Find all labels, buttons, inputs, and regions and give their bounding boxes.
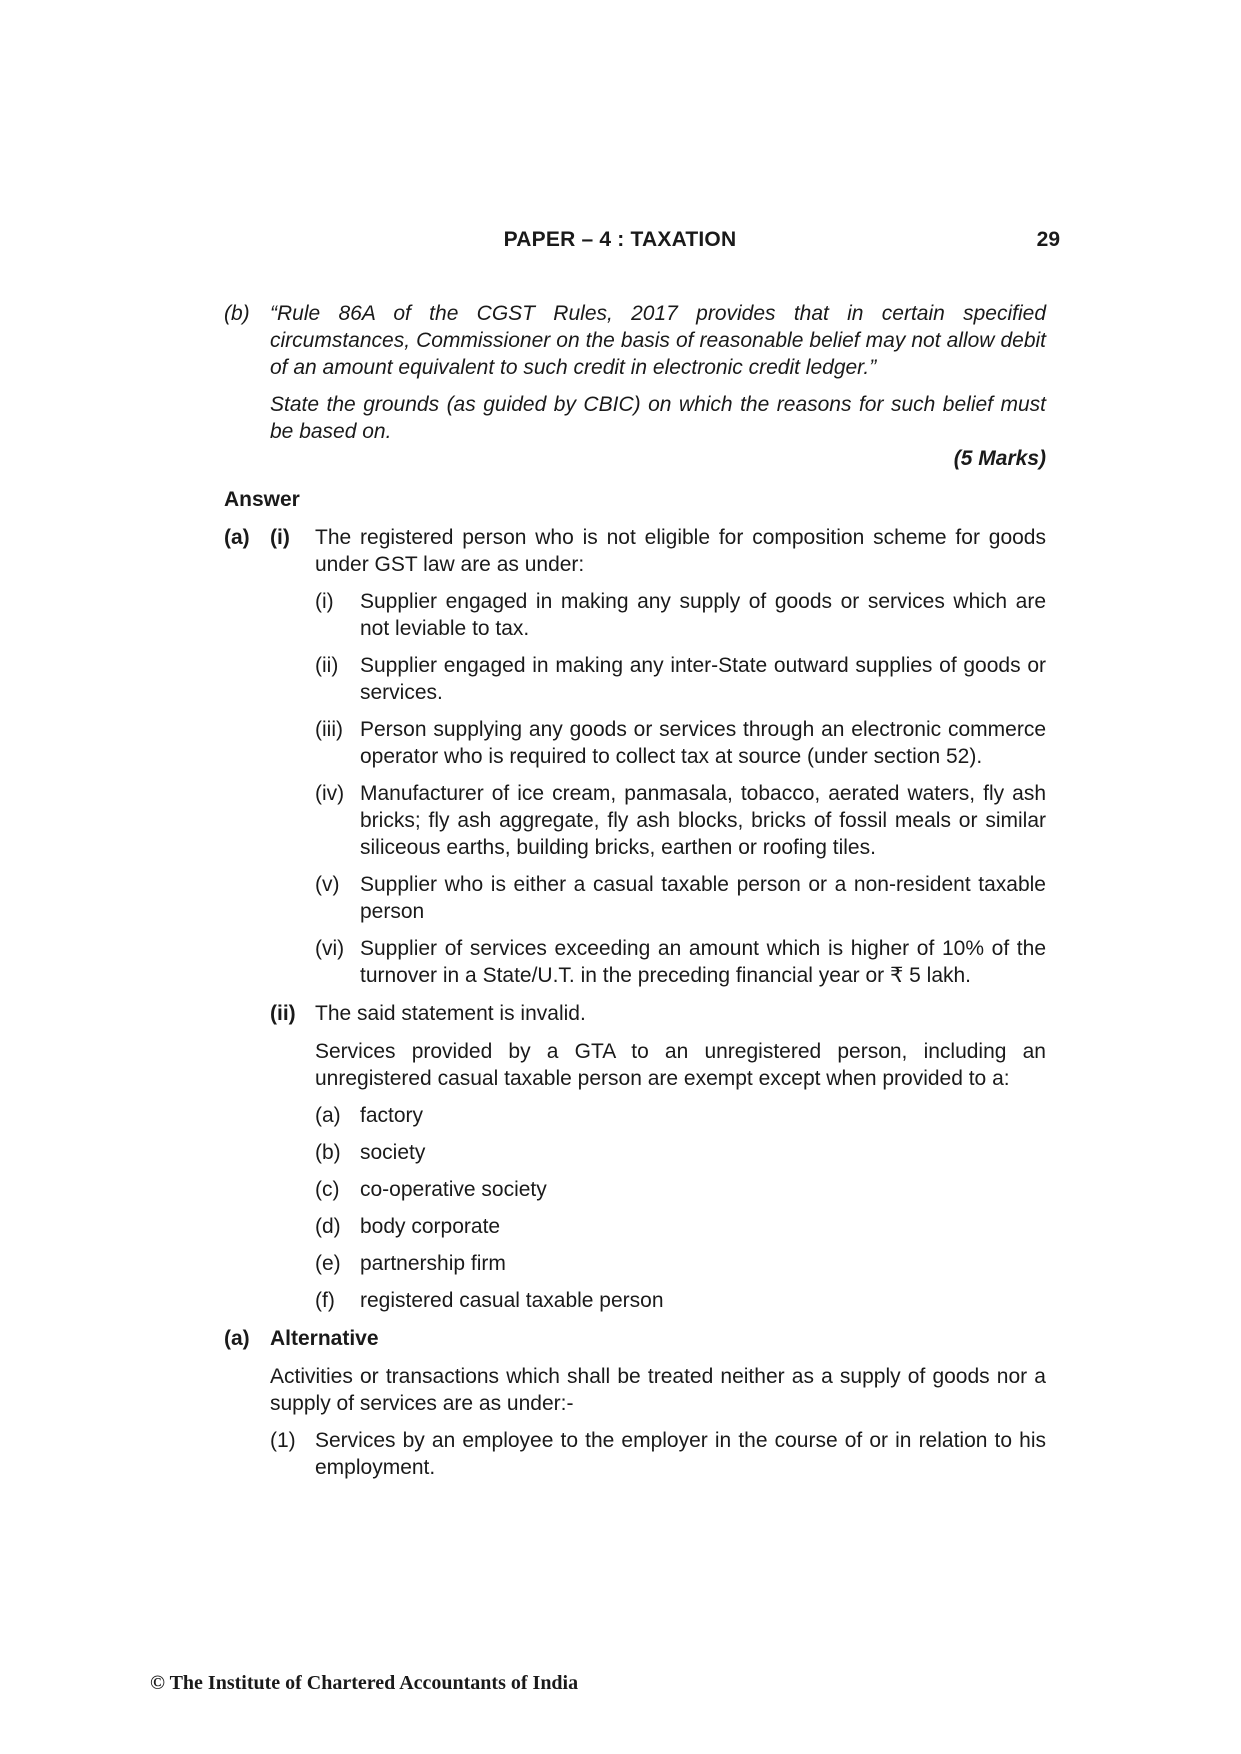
answer-heading: Answer: [224, 488, 300, 511]
list-item-number: (v): [315, 873, 340, 896]
list-item-text: co-operative society: [360, 1178, 547, 1201]
list-item-number: (ii): [315, 654, 339, 677]
answer-part-a-i: [224, 524, 1046, 578]
question-quote: “Rule 86A of the CGST Rules, 2017 provides that in certain specified circumstances, Commissioner on the basis of reasonable belief may not allow debit of an amount equivalent to such credit in electronic credit ledger.”: [270, 302, 1046, 379]
list-item: [315, 1287, 1046, 1314]
question-instruction: [270, 391, 1046, 445]
list-item-number: (c): [315, 1178, 340, 1201]
gta-exception-list: [315, 1102, 1046, 1314]
list-item: [315, 1139, 1046, 1166]
list-item: [315, 1250, 1046, 1277]
list-item-number: (f): [315, 1289, 335, 1312]
question-b: [224, 300, 1046, 472]
list-item-number: (i): [315, 590, 334, 613]
list-item-text: Supplier engaged in making any inter-State outward supplies of goods or services.: [360, 654, 1046, 704]
list-item: [315, 1213, 1046, 1240]
list-item-text: Services by an employee to the employer in the course of or in relation to his employment.: [315, 1429, 1046, 1479]
alt-list: [270, 1427, 1046, 1481]
answer-part-ii: [224, 1000, 1046, 1027]
page-footer: © The Institute of Chartered Accountants of India: [150, 1672, 579, 1694]
question-label: (b): [224, 302, 250, 325]
list-item-number: (1): [270, 1429, 296, 1452]
question-body: [270, 300, 1046, 472]
list-item-text: Supplier of services exceeding an amount which is higher of 10% of the turnover in a State/U.T. in the preceding financial year or ₹ 5 lakh.: [360, 937, 1046, 987]
alt-heading: Alternative: [270, 1327, 379, 1350]
list-item-text: Supplier who is either a casual taxable person or a non-resident taxable person: [360, 873, 1046, 923]
alt-paragraph: Activities or transactions which shall be treated neither as a supply of goods nor a supply of services are as under:-: [270, 1365, 1046, 1415]
answer-alternative: [224, 1325, 1046, 1352]
list-item-text: society: [360, 1141, 426, 1164]
list-item-number: (iv): [315, 782, 345, 805]
part-i-intro: The registered person who is not eligible for composition scheme for goods under GST law are as under:: [315, 526, 1046, 576]
list-item-text: body corporate: [360, 1215, 501, 1238]
part-ii-statement: The said statement is invalid.: [315, 1002, 586, 1025]
list-item-number: (d): [315, 1215, 341, 1238]
question-instruction-text: State the grounds (as guided by CBIC) on which the reasons for such belief must be based on.: [270, 393, 1046, 443]
list-item-text: partnership firm: [360, 1252, 506, 1275]
part-i-label: (i): [270, 526, 290, 549]
list-item-text: Person supplying any goods or services through an electronic commerce operator who is required to collect tax at source (under section 52).: [360, 718, 1046, 768]
part-ii-label: (ii): [270, 1002, 296, 1025]
list-item-text: Manufacturer of ice cream, panmasala, tobacco, aerated waters, fly ash bricks; fly ash aggregate, fly ash blocks, bricks of fossil meals or similar siliceous earths, building bricks, earthen or roofing tiles.: [360, 782, 1046, 859]
list-item-text: factory: [360, 1104, 424, 1127]
list-item-number: (e): [315, 1252, 341, 1275]
list-item: [315, 871, 1046, 925]
list-item-text: registered casual taxable person: [360, 1289, 664, 1312]
part-a-label: (a): [224, 526, 250, 549]
list-item-number: (b): [315, 1141, 341, 1164]
list-item: [315, 1176, 1046, 1203]
alt-label: (a): [224, 1327, 250, 1350]
list-item: [315, 1102, 1046, 1129]
list-item: [270, 1427, 1046, 1481]
part-ii-paragraph: Services provided by a GTA to an unregistered person, including an unregistered casual taxable person are exempt except when provided to a:: [315, 1040, 1046, 1090]
list-item: [315, 588, 1046, 642]
marks-line: [270, 445, 1046, 472]
list-item: [315, 780, 1046, 861]
list-item-number: (iii): [315, 718, 343, 741]
list-item: [315, 716, 1046, 770]
list-item-number: (vi): [315, 937, 345, 960]
page-content: [224, 300, 1046, 1481]
list-item: [315, 935, 1046, 989]
ineligible-persons-list: [315, 588, 1046, 989]
list-item-text: Supplier engaged in making any supply of goods or services which are not leviable to tax.: [360, 590, 1046, 640]
page-number: 29: [1036, 228, 1060, 251]
page-header-title: PAPER – 4 : TAXATION: [503, 228, 737, 251]
question-marks: (5 Marks): [953, 447, 1046, 470]
list-item-number: (a): [315, 1104, 341, 1127]
list-item: [315, 652, 1046, 706]
